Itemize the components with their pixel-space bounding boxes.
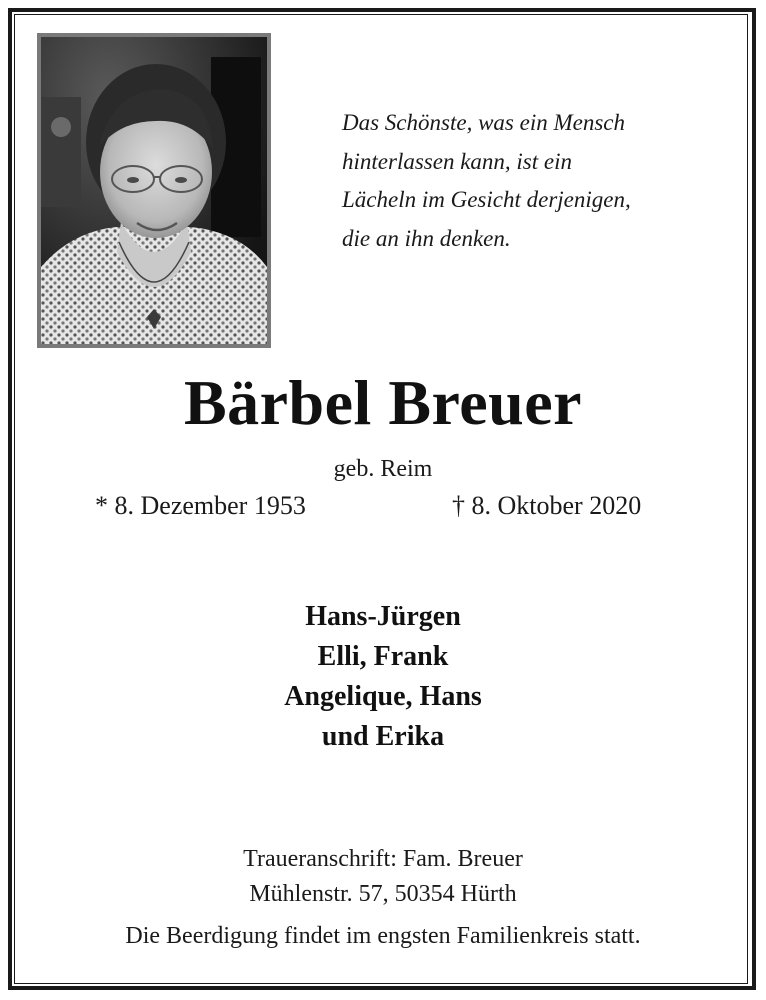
- mourner-line: Hans-Jürgen: [305, 601, 461, 632]
- address-recipient: Traueranschrift: Fam. Breuer: [243, 846, 523, 872]
- maiden-name: geb. Reim: [333, 456, 433, 482]
- funeral-note: Die Beerdigung findet im engsten Familienkreis statt.: [125, 923, 641, 949]
- deceased-name: Bärbel Breuer: [183, 367, 583, 438]
- mourner-line: Angelique, Hans: [284, 681, 482, 712]
- portrait-photo: [37, 33, 271, 348]
- memorial-quote: [342, 104, 722, 258]
- quote-line: hinterlassen kann, ist ein: [342, 148, 572, 174]
- address-street: Mühlenstr. 57, 50354 Hürth: [249, 881, 517, 907]
- death-date: † 8. Oktober 2020: [452, 491, 642, 520]
- quote-line: Das Schönste, was ein Mensch: [342, 110, 625, 135]
- mourner-line: Elli, Frank: [317, 641, 449, 672]
- quote-line: Lächeln im Gesicht derjenigen,: [342, 187, 631, 212]
- mourning-address: [0, 842, 766, 912]
- quote-line: die an ihn denken.: [342, 225, 511, 251]
- mourner-line: und Erika: [321, 721, 445, 752]
- birth-date: * 8. Dezember 1953: [95, 491, 306, 520]
- mourners-list: [0, 597, 766, 757]
